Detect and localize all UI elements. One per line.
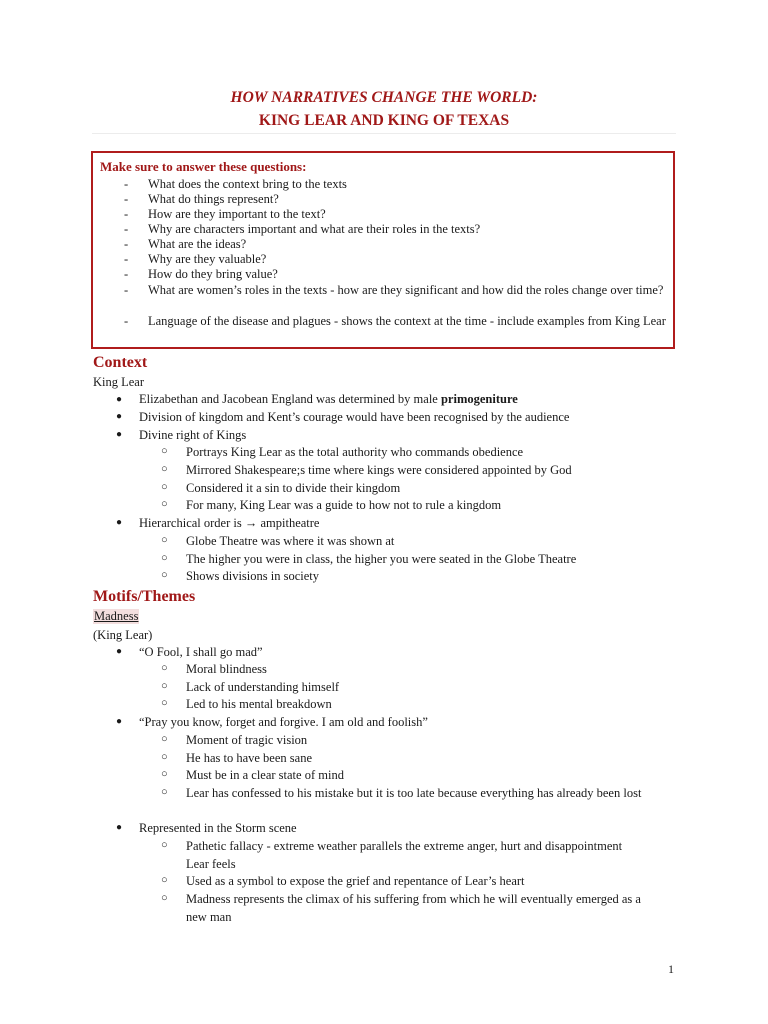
context-bullet: Divine right of Kings (139, 428, 247, 442)
bullet-icon: ● (116, 822, 123, 833)
sub-bullet-icon: ○ (161, 697, 168, 709)
context-sub-bullet: Globe Theatre was where it was shown at (186, 534, 395, 548)
sub-bullet-icon: ○ (161, 786, 168, 798)
title-line-1: HOW NARRATIVES CHANGE THE WORLD: (230, 89, 538, 106)
motif-sub-bullet: Pathetic fallacy - extreme weather parallels the extreme anger, hurt and disappointment Lear feels (186, 839, 623, 871)
sub-bullet-icon: ○ (161, 445, 168, 457)
motif-sub-bullet: Madness represents the climax of his suffering from which he will eventually emerged as a new man (186, 892, 641, 924)
sub-bullet-icon: ○ (161, 768, 168, 780)
sub-bullet-icon: ○ (161, 463, 168, 475)
sub-bullet-icon: ○ (161, 481, 168, 493)
sub-bullet-icon: ○ (161, 680, 168, 692)
context-bullet: Division of kingdom and Kent’s courage would have been recognised by the audience (139, 410, 570, 424)
sub-bullet-icon: ○ (161, 892, 168, 904)
questions-box: Make sure to answer these questions: - What does the context bring to the texts - What do things represent? - How are they important to the text? - Why are characters important and what are their roles in the texts? - What are the ideas? - Why are they valuable? - How do they bring value? - What are women’s roles in the texts - how are they significant and how did the roles change over time? - Language of the disease and plagues - shows the context at the time - include examples from King Lear (91, 151, 675, 349)
page-number: 1 (668, 962, 674, 976)
sub-bullet-icon: ○ (161, 662, 168, 674)
sub-bullet-icon: ○ (161, 569, 168, 581)
motif-sub-bullet: Lack of understanding himself (186, 680, 340, 694)
context-sub-bullet: Considered it a sin to divide their kingdom (186, 481, 401, 495)
motif-sub-bullet: Led to his mental breakdown (186, 697, 332, 711)
sub-bullet-icon: ○ (161, 552, 168, 564)
motifs-subject: (King Lear) (93, 628, 153, 642)
sub-bullet-icon: ○ (161, 751, 168, 763)
context-sub-bullet: Mirrored Shakespeare;s time where kings were considered appointed by God (186, 463, 572, 477)
motif-sub-bullet: He has to have been sane (186, 751, 312, 765)
motif-sub-bullet: Moment of tragic vision (186, 733, 308, 747)
sub-bullet-icon: ○ (161, 874, 168, 886)
motif-sub-bullet: Moral blindness (186, 662, 267, 676)
context-sub-bullet: Shows divisions in society (186, 569, 319, 583)
motif-sub-bullet: Used as a symbol to expose the grief and repentance of Lear’s heart (186, 874, 525, 888)
context-bullet: Elizabethan and Jacobean England was determined by male primogeniture (139, 392, 518, 406)
bullet-icon: ● (116, 429, 123, 440)
motif-sub-bullet: Must be in a clear state of mind (186, 768, 344, 782)
madness-label: Madness (94, 609, 139, 623)
motif-bullet: “Pray you know, forget and forgive. I am old and foolish” (139, 715, 428, 729)
motifs-heading: Motifs/Themes (93, 588, 196, 605)
sub-bullet-icon: ○ (161, 839, 168, 851)
motif-bullet: Represented in the Storm scene (139, 821, 297, 835)
questions-heading: Make sure to answer these questions: (100, 159, 307, 174)
sub-bullet-icon: ○ (161, 733, 168, 745)
bullet-icon: ● (116, 411, 123, 422)
bullet-icon: ● (116, 646, 123, 657)
sub-bullet-icon: ○ (161, 534, 168, 546)
context-heading: Context (93, 354, 148, 371)
context-sub-bullet: For many, King Lear was a guide to how not to rule a kingdom (186, 498, 502, 512)
bullet-icon: ● (116, 517, 123, 528)
title-line-2: KING LEAR AND KING OF TEXAS (258, 112, 510, 129)
motif-sub-bullet: Lear has confessed to his mistake but it is too late because everything has already been lost (186, 786, 642, 800)
motif-bullet: “O Fool, I shall go mad” (139, 645, 263, 659)
title-divider (92, 133, 676, 134)
context-sub-bullet: Portrays King Lear as the total authority who commands obedience (186, 445, 524, 459)
sub-bullet-icon: ○ (161, 498, 168, 510)
context-sub-bullet: The higher you were in class, the higher you were seated in the Globe Theatre (186, 552, 577, 566)
bullet-icon: ● (116, 716, 123, 727)
context-bullet: Hierarchical order is → ampitheatre (139, 516, 320, 530)
context-subject: King Lear (93, 375, 145, 389)
bullet-icon: ● (116, 394, 123, 405)
